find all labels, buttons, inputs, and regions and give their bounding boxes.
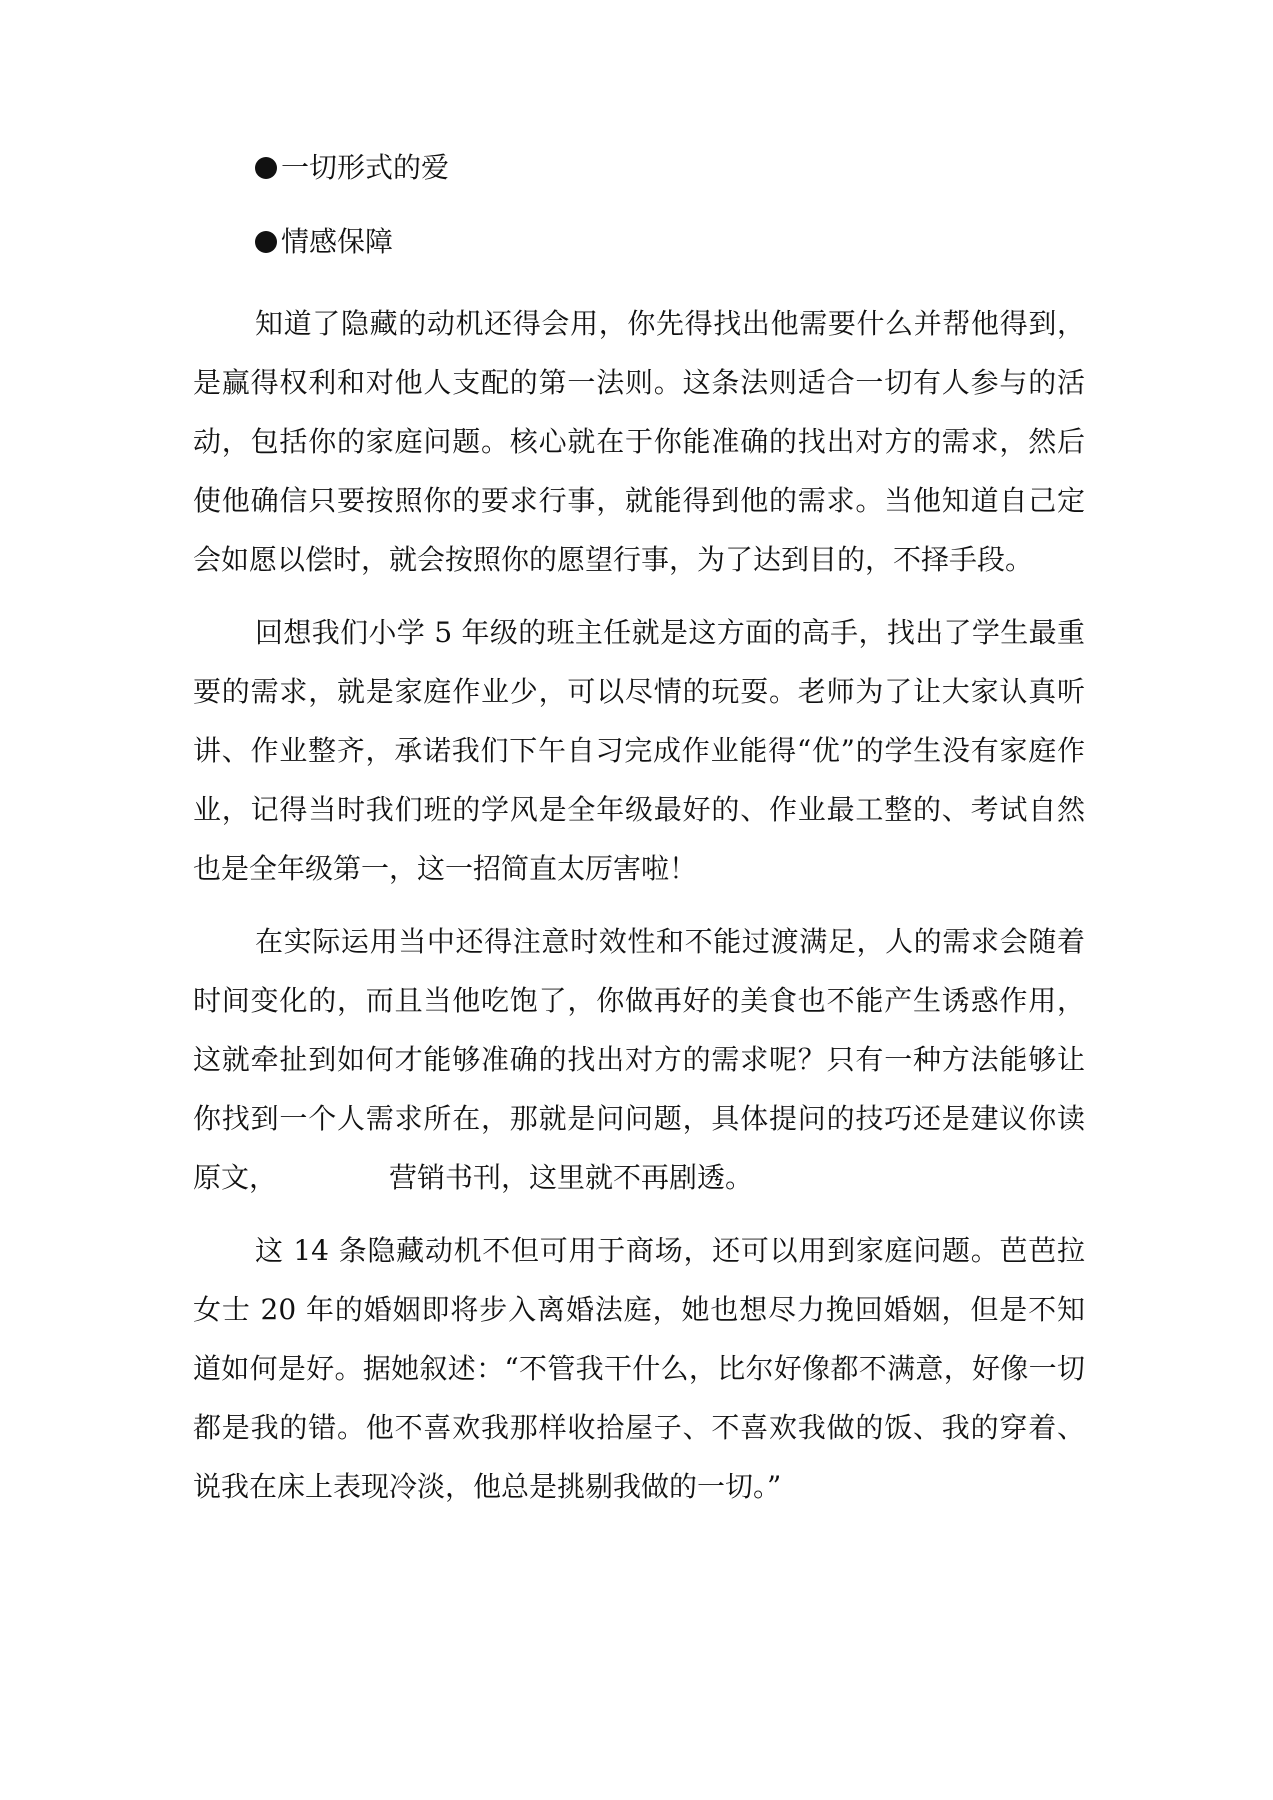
paragraph: 这 14 条隐藏动机不但可用于商场，还可以用到家庭问题。芭芭拉女士 20 年的婚姻即将步入离婚法庭，她也想尽力挽回婚姻，但是不知道如何是好。据她叙述：“不管我干什么，比尔好像都不满意，好像一切都是我的错。他不喜欢我那样收拾屋子、不喜欢我做的饭、我的穿着、说我在床上表现冷淡，他总是挑剔我做的一切。”: [193, 1234, 1085, 1503]
paragraph: [193, 912, 1085, 1207]
bullet-item: [193, 220, 1085, 264]
paragraph: 回想我们小学 5 年级的班主任就是这方面的高手，找出了学生最重要的需求，就是家庭作业少，可以尽情的玩耍。老师为了让大家认真听讲、作业整齐，承诺我们下午自习完成作业能得“优”的学生没有家庭作业，记得当时我们班的学风是全年级最好的、作业最工整的、考试自然也是全年级第一，这一招简直太厉害啦！: [193, 616, 1085, 885]
paragraph-text-before: 在实际运用当中还得注意时效性和不能过渡满足，人的需求会随着时间变化的，而且当他吃饱了，你做再好的美食也不能产生诱惑作用，这就牵扯到如何才能够准确的找出对方的需求呢？只有一种方法能够让你找到一个人需求所在，那就是问问题，具体提问的技巧还是建议你读原文，: [193, 925, 1085, 1194]
bullet-text: 情感保障: [281, 225, 394, 258]
bullet-dot-icon: [255, 157, 277, 179]
bullet-text: 一切形式的爱: [281, 151, 450, 184]
paragraph-text-after: 营销书刊，这里就不再剧透。: [389, 1161, 754, 1194]
bullet-dot-icon: [255, 231, 277, 253]
document-body: [193, 146, 1085, 1516]
bullet-item: [193, 146, 1085, 190]
paragraph: 知道了隐藏的动机还得会用，你先得找出他需要什么并帮他得到，是赢得权利和对他人支配的第一法则。这条法则适合一切有人参与的活动，包括你的家庭问题。核心就在于你能准确的找出对方的需求，然后使他确信只要按照你的要求行事，就能得到他的需求。当他知道自己定会如愿以偿时，就会按照你的愿望行事，为了达到目的，不择手段。: [193, 307, 1085, 576]
